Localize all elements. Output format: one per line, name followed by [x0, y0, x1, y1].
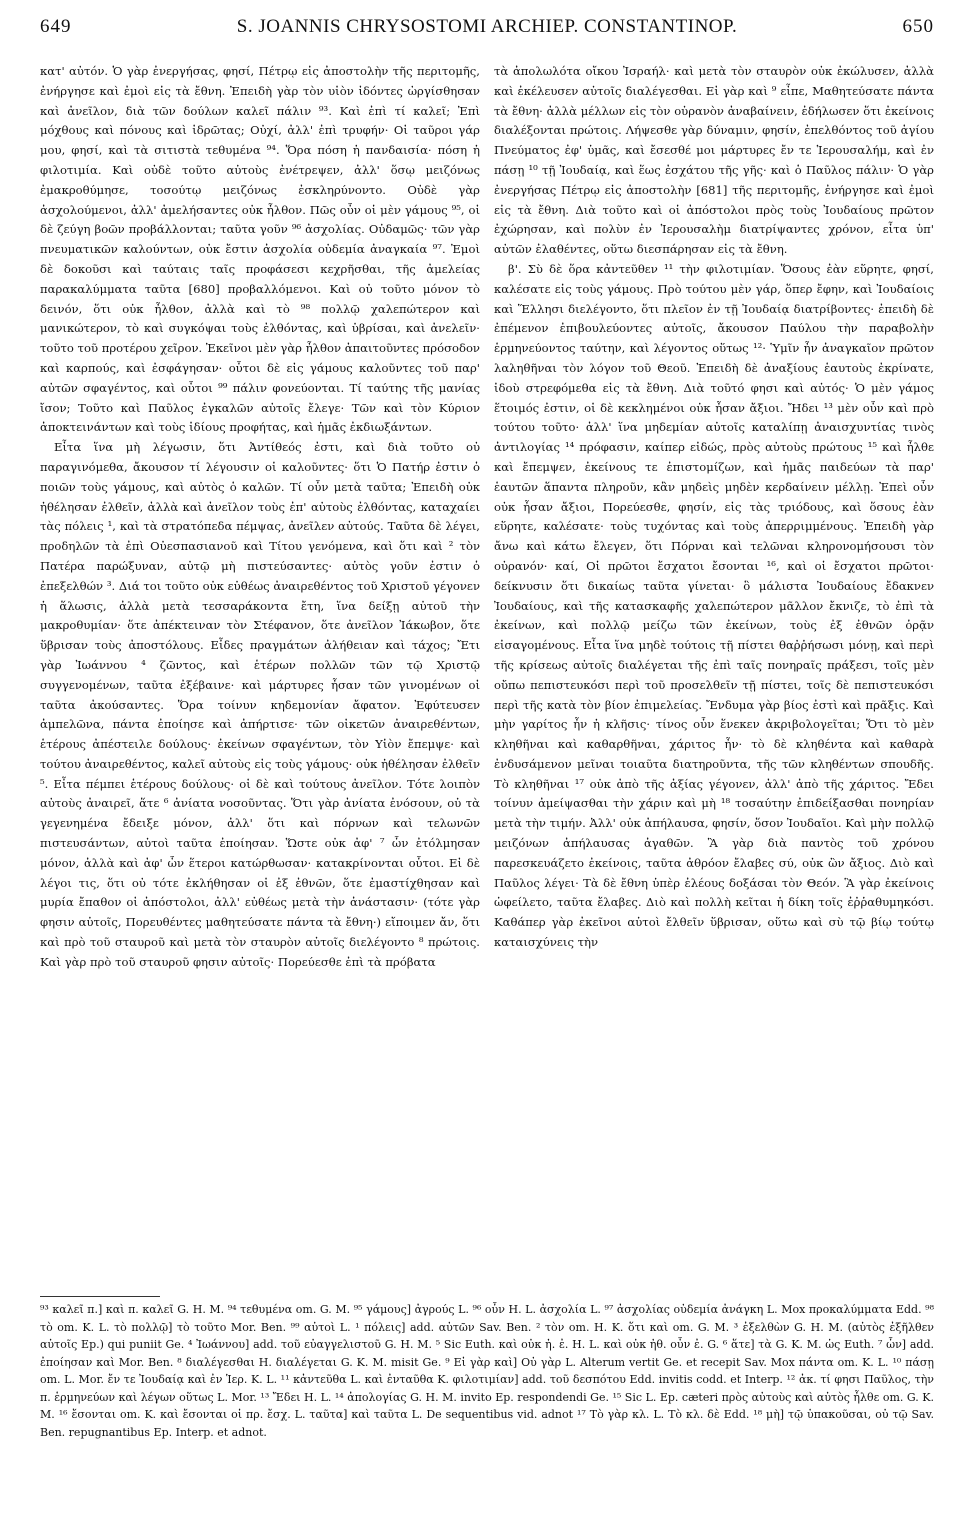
right-paragraph-1: τὰ ἀπολωλότα οἴκου Ἰσραήλ· καὶ μετὰ τὸν σταυρὸν οὐκ ἐκώλυσεν, ἀλλὰ καὶ ἐκέλευσεν αὐτοῖς διαλέγεσθαι. Εἰ γὰρ καὶ ⁹ εἶπε, Μαθητεύσατε πάντα τὰ ἔθνη· ἀλλὰ μέλλων εἰς τὸν οὐρανὸν ἀναβαίνειν, ἐδήλωσεν ὅτι ἐκείνοις διαλέξονται πρώτοις. Λήψεσθε γὰρ δύναμιν, φησίν, ἐπελθόντος τοῦ ἁγίου Πνεύματος ἐφ' ὑμᾶς, καὶ ἔσεσθέ μοι μάρτυρες ἔν τε Ἱερουσαλήμ, καὶ ἐν πάσῃ ¹⁰ τῇ Ἰουδαίᾳ, καὶ ἕως ἐσχάτου τῆς γῆς· καὶ ὁ Παῦλος πάλιν· Ὁ γὰρ ἐνεργήσας Πέτρῳ εἰς ἀποστολὴν [681] τῆς περιτομῆς, ἐνήργησε καὶ ἐμοὶ εἰς τὰ ἔθνη. Διὰ τοῦτο καὶ οἱ ἀπόστολοι πρὸς τοὺς Ἰουδαίους πρῶτον ἐχώρησαν, καὶ πολὺν ἐν Ἱερουσαλὴμ διατρίψαντες χρόνον, εἶτα ὑπ' αὐτῶν ἐλαθέντες, οὕτω διεσπάρησαν εἰς τὰ ἔθνη. — [494, 64, 934, 257]
footnote-text: ⁹³ καλεῖ π.] καὶ π. καλεῖ G. H. M. ⁹⁴ τεθυμένα om. G. M. ⁹⁵ γάμους] ἀγρούς L. ⁹⁶ οὖν H. L. ἀσχολία L. ⁹⁷ ἀσχολίας οὐδεμία ἀνάγκη L. Mox προκαλύμματα Edd. ⁹⁸ τὸ om. K. L. τὸ πολλῷ] τὸ τοῦτο Mor. Ben. ⁹⁹ αὐτοὶ L. ¹ πόλεις] add. αὐτῶν Sav. Ben. ² τὸν om. H. K. ὅτι καὶ om. G. M. ³ ἐξελθὼν G. H. M. (αὐτὸς ἐξῆλθεν αὐτοῖς Ep.) qui puniit Ge. ⁴ Ἰωάννου] add. τοῦ εὐαγγελιστοῦ G. H. M. ⁵ Sic Euth. καὶ οὐκ ἠ. ἐ. H. L. καὶ οὐκ ἠθ. οὖν ἐ. G. ⁶ ἅτε] τὰ G. K. M. ὡς Euth. ⁷ ὧν] add. ἐποίησαν καὶ Mor. Ben. ⁸ διαλέγεσθαι H. διαλέγεται G. K. M. misit Ge. ⁹ Εἰ γὰρ καὶ] Οὐ γὰρ L. Alterum vertit Ge. et recepit Sav. Mox πάντα om. K. L. ¹⁰ πάσῃ om. L. Mor. ἔν τε Ἰουδαίᾳ καὶ ἐν Ἱερ. K. L. ¹¹ κἀντεῦθα L. καὶ ἐνταῦθα K. φιλοτιμίαν] add. τοῦ δεσπότου Edd. invitis codd. et Interp. ¹² ἀκ. τί φησι Παῦλος, τὴν π. ἑρμηνεύων καὶ λέγων οὕτως L. Mor. ¹³ Ἔδει H. L. ¹⁴ ἀπολογίας G. H. M. invito Ep. respondendi Ge. ¹⁵ Sic L. Ep. cæteri πρὸς αὐτοὺς καὶ αὐτὸς ἦλθε om. G. K. M. ¹⁶ ἔσονται om. K. καὶ ἔσονται οἱ πρ. ἔσχ. L. ταῦτα] καὶ ταῦτα L. De sequentibus vid. adnot ¹⁷ Τὸ γὰρ κλ. L. Τὸ κλ. δὲ Edd. ¹⁸ μὴ] τῷ ὑπακοῦσαι, οὐ τῷ Sav. Ben. repugnantibus Ep. Interp. et adnot. — [40, 1303, 934, 1439]
running-header — [40, 12, 934, 42]
right-page-number: 650 — [902, 16, 934, 37]
right-paragraph-2: β'. Σὺ δὲ ὅρα κἀντεῦθεν ¹¹ τὴν φιλοτιμίαν. Ὅσους ἐὰν εὕρητε, φησί, καλέσατε εἰς τοὺς γάμους. Πρὸ τούτου μὲν γάρ, ὅπερ ἔφην, καὶ Ἰουδαίοις καὶ Ἕλλησι διελέγοντο, ὅτι πλεῖον ἐν τῇ Ἰουδαίᾳ διατρίβοντες· ἐπειδὴ δὲ ἐπέμενον ἐπιβουλεύοντες αὐτοῖς, ἄκουσον Παύλου τὴν παραβολὴν ἑρμηνεύοντος ταύτην, καὶ λέγοντος οὕτως ¹²· Ὑμῖν ἦν ἀναγκαῖον πρῶτον λαληθῆναι τὸν λόγον τοῦ Θεοῦ. Ἐπειδὴ δὲ ἀναξίους ἑαυτοὺς ἐκρίνατε, ἰδοὺ στρεφόμεθα εἰς τὰ ἔθνη. Διὰ τοῦτό φησι καὶ αὐτός· Ὁ μὲν γάμος ἕτοιμός ἐστιν, οἱ δὲ κεκλημένοι οὐκ ἦσαν ἄξιοι. Ἤδει ¹³ μὲν οὖν καὶ πρὸ τούτου τοῦτο· ἀλλ' ἵνα μηδεμίαν αὐτοῖς καταλίπῃ ἀναισχυντίας τινὸς ἀντιλογίας ¹⁴ πρόφασιν, καίπερ εἰδώς, πρὸς αὐτοὺς πρώτους ¹⁵ καὶ ἦλθε καὶ ἔπεμψεν, ἐκείνους τε ἐπιστομίζων, καὶ ἡμᾶς παιδεύων τὰ παρ' ἑαυτῶν ἅπαντα πληροῦν, κἂν μηδεὶς μηδὲν κερδαίνειν μέλλῃ. Ἐπεὶ οὖν οὐκ ἦσαν ἄξιοι, Πορεύεσθε, φησίν, εἰς τὰς τριόδους, καὶ ὅσους ἐὰν εὕρητε, καλέσατε· τοὺς τυχόντας καὶ τοὺς ἀπερριμμένους. Ἐπειδὴ γὰρ ἄνω καὶ κάτω ἔλεγεν, ὅτι Πόρναι καὶ τελῶναι κληρονομήσουσι τὸν οὐρανόν· καί, Οἱ πρῶτοι ἔσχατοι ἔσονται ¹⁶, καὶ οἱ ἔσχατοι πρῶτοι· δείκνυσιν ὅτι δικαίως ταῦτα γίνεται· ὃ μάλιστα Ἰουδαίους ἔδακνεν Ἰουδαίους, καὶ τῆς κατασκαφῆς χαλεπώτερον μᾶλλον ἔκνιζε, τὸ ἐπὶ τὰ ἐκείνων, καὶ πολλῷ μείζω τῶν ἐκείνων, τοὺς ἐξ ἐθνῶν ὁρᾷν εἰσαγομένους. Εἶτα ἵνα μηδὲ τούτοις τῇ πίστει θαῤῥήσωσι μόνῃ, καὶ περὶ τῆς κρίσεως αὐτοῖς διαλέγεται τῆς ἐπὶ ταῖς πονηραῖς πράξεσι, τοῖς μὲν οὔπω πεπιστευκόσι περὶ τοῦ προσελθεῖν τῇ πίστει, τοῖς δὲ πεπιστευκόσι περὶ τῆς κατὰ τὸν βίον ἐπιμελείας. Ἔνδυμα γὰρ βίος ἐστὶ καὶ πρᾶξις. Καὶ μὴν γαρίτος ἦν ἡ κλῆσις· τίνος οὖν ἕνεκεν ἀκριβολογεῖται; Ὅτι τὸ μὲν κληθῆναι καὶ καθαρθῆναι, χάριτος ἦν· τὸ δὲ κληθέντα καὶ καθαρὰ ἐνδυσάμενον μεῖναι τοιαῦτα διατηροῦντα, τῆς τῶν κληθέντων σπουδῆς. Τὸ κληθῆναι ¹⁷ οὐκ ἀπὸ τῆς ἀξίας γέγονεν, ἀλλ' ἀπὸ τῆς χάριτος. Ἔδει τοίνυν ἀμείψασθαι τὴν χάριν καὶ μὴ ¹⁸ τοσαύτην ἐπιδείξασθαι πονηρίαν μετὰ τὴν τιμήν. Ἀλλ' οὐκ ἀπήλαυσα, φησίν, ὅσον Ἰουδαῖοι. Καὶ μὴν πολλῷ μειζόνων ἀπήλαυσας ἀγαθῶν. Ἃ γὰρ διὰ παντὸς τοῦ χρόνου παρεσκευάζετο ἐκείνοις, ταῦτα ἀθρόον ἔλαβες σύ, οὐκ ὢν ἄξιος. Διὸ καὶ Παῦλος λέγει· Τὰ δὲ ἔθνη ὑπὲρ ἐλέους δοξάσαι τὸν Θεόν. Ἃ γὰρ ἐκείνοις ὠφείλετο, ταῦτα ἔλαβες. Διὸ καὶ πολλὴ κεῖται ἡ δίκη τοῖς ἐῤῥαθυμηκόσι. Καθάπερ γὰρ ἐκεῖνοι αὐτοὶ ἔλθεῖν ὕβρισαν, οὕτω καὶ σὺ τῷ βίῳ τούτῳ καταισχύνεις τὴν — [494, 261, 934, 950]
left-column — [40, 62, 480, 973]
left-page-number: 649 — [40, 16, 72, 37]
left-paragraph-2: Εἶτα ἵνα μὴ λέγωσιν, ὅτι Ἀντίθεός ἐστι, καὶ διὰ τοῦτο οὐ παραγινόμεθα, ἄκουσον τί λέγουσιν οἱ καλοῦντες· ὅτι Ὁ Πατήρ ἐστιν ὁ ποιῶν τοὺς γάμους, καὶ αὐτὸς ὁ καλῶν. Τί οὖν μετὰ ταῦτα; Ἐπειδὴ οὐκ ἠθέλησαν ἐλθεῖν, ἀλλὰ καὶ ἀνεῖλον τοὺς ἐπ' αὐτοὺς ἐλθόντας, καταχαίει τὰς πόλεις ¹, καὶ τὰ στρατόπεδα πέμψας, ἀνεῖλεν αὐτούς. Ταῦτα δὲ λέγει, προδηλῶν τὰ ἐπὶ Οὐεσπασιανοῦ καὶ Τίτου γενόμενα, καὶ ὅτι καὶ ² τὸν Πατέρα παρώξυναν, αὐτῷ μὴ πιστεύσαντες· αὐτὸς γοῦν ἐστιν ὁ ἐπεξελθών ³. Διά τοι τοῦτο οὐκ εὐθέως ἀναιρεθέντος τοῦ Χριστοῦ γέγονεν ἡ ἅλωσις, ἀλλὰ μετὰ τεσσαράκοντα ἔτη, ἵνα δείξῃ αὐτοῦ τὴν μακροθυμίαν· ὅτε ἀπέκτειναν τὸν Στέφανον, ὅτε ἀνεῖλον Ἰάκωβον, ὅτε ὕβρισαν τοὺς ἀποστόλους. Εἶδες πραγμάτων ἀλήθειαν καὶ τάχος; Ἔτι γὰρ Ἰωάννου ⁴ ζῶντος, καὶ ἑτέρων πολλῶν τῶν τῷ Χριστῷ συγγενομένων, ταῦτα ἐξέβαινε· καὶ μάρτυρες ἦσαν τῶν γινομένων οἱ ταῦτα ἀκούσαντες. Ὅρα τοίνυν κηδεμονίαν ἄφατον. Ἐφύτευσεν ἀμπελῶνα, πάντα ἐποίησε καὶ ἀπήρτισε· τῶν οἰκετῶν ἀναιρεθέντων, ἑτέρους ἀπέστειλε δούλους· ἐκείνων σφαγέντων, τὸν Υἱὸν ἔπεμψε· καὶ τούτου ἀναιρεθέντος, καλεῖ αὐτοὺς εἰς τοὺς γάμους· οὐκ ἠθέλησαν ἐλθεῖν ⁵. Εἶτα πέμπει ἑτέρους δούλους· οἱ δὲ καὶ τούτους ἀνεῖλον. Τότε λοιπὸν αὐτοὺς ἀναιρεῖ, ἅτε ⁶ ἀνίατα νοσοῦντας. Ὅτι γὰρ ἀνίατα ἐνόσουν, οὐ τὰ γεγενημένα ἔδειξε μόνον, ἀλλ' ὅτι καὶ πόρνων καὶ τελωνῶν πιστευσάντων, αὐτοὶ ταῦτα ἐποίησαν. Ὥστε οὐκ ἀφ' ⁷ ὧν ἐτόλμησαν μόνον, ἀλλὰ καὶ ἀφ' ὧν ἕτεροι κατώρθωσαν· κατακρίνονται οὗτοι. Εἰ δὲ λέγοι τις, ὅτι οὐ τότε ἐκλήθησαν οἱ ἐξ ἐθνῶν, ὅτε ἐμαστίχθησαν καὶ μυρία ἔπαθον οἱ ἀπόστολοι, ἀλλ' εὐθέως μετὰ τὴν ἀνάστασιν· (τότε γὰρ φησιν αὐτοῖς, Πορευθέντες μαθητεύσατε πάντα τὰ ἔθνη·) εἴποιμεν ἄν, ὅτι καὶ πρὸ τοῦ σταυροῦ καὶ μετὰ τὸν σταυρὸν αὐτοῖς διελέγοντο ⁸ πρώτοις. Καὶ γὰρ πρὸ τοῦ σταυροῦ φησιν αὐτοῖς· Πορεύεσθε ἐπὶ τὰ πρόβατα — [40, 440, 480, 969]
right-column — [494, 62, 934, 973]
running-title: S. JOANNIS CHRYSOSTOMI ARCHIEP. CONSTANTINOP. — [236, 16, 738, 37]
left-paragraph-1: κατ' αὐτόν. Ὁ γὰρ ἐνεργήσας, φησί, Πέτρῳ εἰς ἀποστολὴν τῆς περιτομῆς, ἐνήργησε καὶ ἐμοὶ εἰς τὰ ἔθνη. Ἐπειδὴ γὰρ τὸν υἱὸν ἰδόντες ὠργίσθησαν καὶ ἀνεῖλον, διὰ τῶν δούλων καλεῖ πάλιν ⁹³. Καὶ ἐπὶ τί καλεῖ; Ἐπὶ μόχθους καὶ πόνους καὶ ἱδρῶτας; Οὐχί, ἀλλ' ἐπὶ τρυφήν· Οἱ ταῦροι γάρ μου, φησί, καὶ τὰ σιτιστὰ τεθυμένα ⁹⁴. Ὅρα πόση ἡ πανδαισία· πόση ἡ φιλοτιμία. Καὶ οὐδὲ τοῦτο αὐτοὺς ἐνέτρεψεν, ἀλλ' ὅσῳ μειζόνως ἐμακροθύμησε, τοσούτῳ μειζόνως ἐσκληρύνοντο. Οὐδὲ γὰρ ἀσχολούμενοι, ἀλλ' ἀμελήσαντες οὐκ ἦλθον. Πῶς οὖν οἱ μὲν γάμους ⁹⁵, οἱ δὲ ζεύγη βοῶν προβάλλονται; ταῦτα γοῦν ⁹⁶ ἀσχολίας. Οὐδαμῶς· τῶν γὰρ πνευματικῶν καλούντων, οὐκ ἔστιν ἀσχολία οὐδεμία ἀναγκαία ⁹⁷. Ἐμοὶ δὲ δοκοῦσι καὶ ταύταις ταῖς προφάσεσι κεχρῆσθαι, τῆς ἀμελείας παρακαλύμματα ταῦτα [680] προβαλλόμενοι. Καὶ οὐ τοῦτο μόνον τὸ δεινόν, ὅτι οὐκ ἦλθον, ἀλλὰ καὶ τὸ ⁹⁸ πολλῷ χαλεπώτερον καὶ μανικώτερον, τὸ καὶ συγκόψαι τοὺς ἐλθόντας, καὶ ὑβρίσαι, καὶ ἀνελεῖν· τοῦτο τοῦ προτέρου χεῖρον. Ἐκεῖνοι μὲν γὰρ ἦλθον ἀπαιτοῦντες πρόσοδον καὶ καρπούς, καὶ ἐσφάγησαν· οὗτοι δὲ εἰς γάμους καλοῦντες τοῦ παρ' αὐτῶν σφαγέντος, καὶ οὗτοι ⁹⁹ πάλιν φονεύονται. Τί ταύτης τῆς μανίας ἴσον; Τοῦτο καὶ Παῦλος ἐγκαλῶν αὐτοῖς ἔλεγε· Τῶν καὶ τὸν Κύριον ἀποκτεινάντων καὶ τοὺς ἰδίους προφήτας, καὶ ἡμᾶς ἐκδιωξάντων. — [40, 64, 480, 435]
footnotes — [40, 1296, 934, 1441]
footnote-divider — [40, 1296, 160, 1297]
text-columns — [40, 62, 934, 973]
